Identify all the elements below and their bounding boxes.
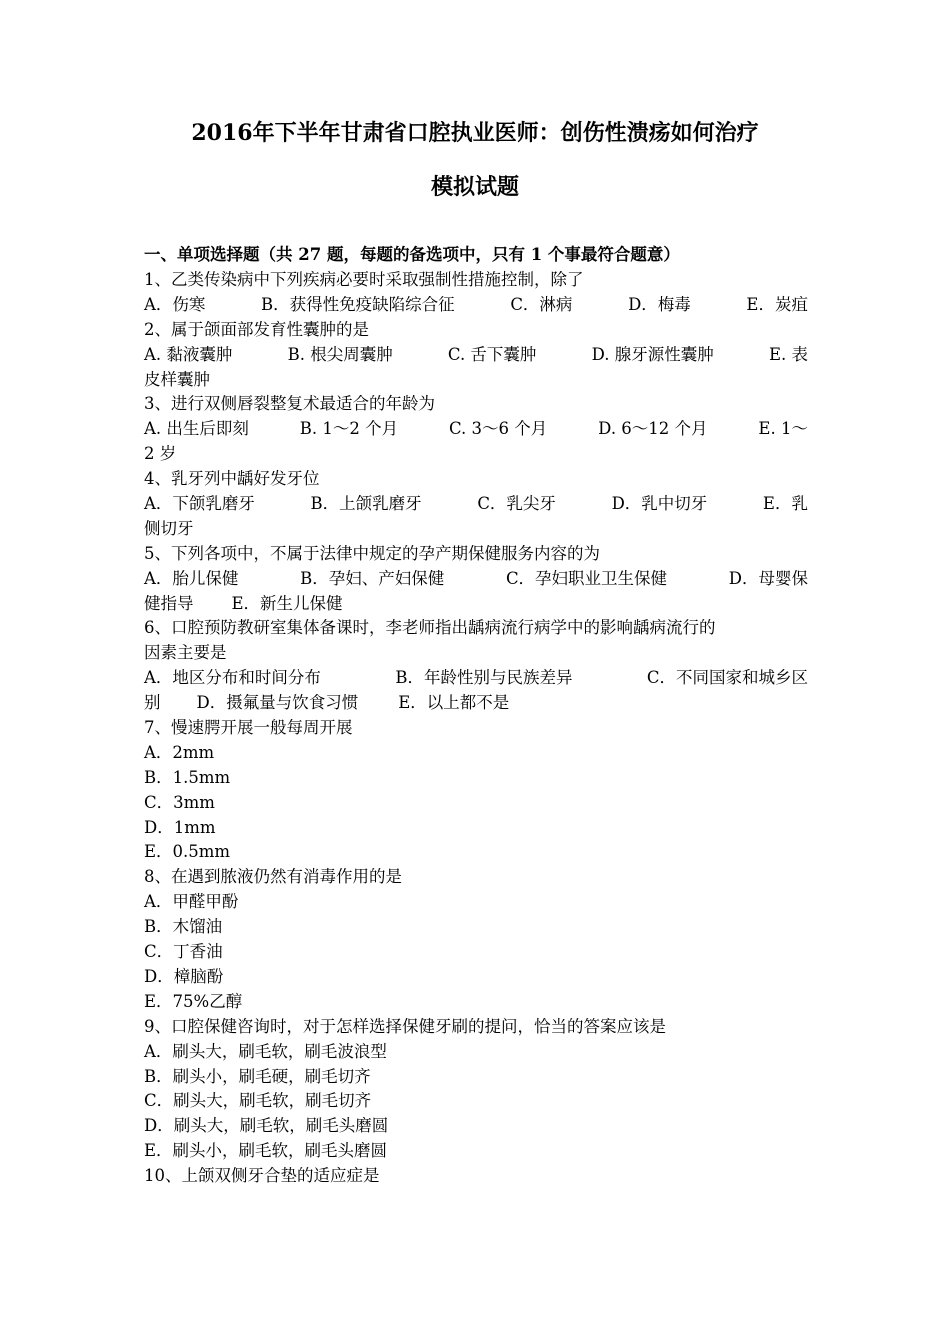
option: D．乳中切牙 bbox=[611, 494, 708, 514]
question-stem: 5、下列各项中，不属于法律中规定的孕产期保健服务内容的为 bbox=[144, 543, 600, 563]
question-options bbox=[144, 417, 808, 442]
option: A．2mm bbox=[144, 742, 215, 762]
option: B．1.5mm bbox=[144, 767, 231, 787]
option: A．地区分布和时间分布 bbox=[144, 668, 321, 688]
option: A．甲醛甲酚 bbox=[144, 892, 239, 912]
option: E．炭疽 bbox=[746, 294, 808, 314]
option: B. 根尖周囊肿 bbox=[287, 344, 393, 364]
option: D．母婴保 bbox=[728, 568, 808, 588]
option: A．刷头大，刷毛软，刷毛波浪型 bbox=[144, 1041, 387, 1061]
question-options bbox=[144, 666, 808, 691]
option: D．摄氟量与饮食习惯 bbox=[196, 693, 359, 713]
question-stem: 8、在遇到脓液仍然有消毒作用的是 bbox=[144, 867, 402, 887]
option: D. 6～12 个月 bbox=[598, 419, 708, 439]
document-subtitle: 模拟试题 bbox=[430, 174, 519, 200]
question-stem-continuation: 因素主要是 bbox=[144, 643, 227, 663]
option: A．下颌乳磨牙 bbox=[144, 494, 255, 514]
option: C．3mm bbox=[144, 792, 215, 812]
option: E. 表 bbox=[768, 344, 808, 364]
option: E．以上都不是 bbox=[398, 693, 510, 713]
option: C．不同国家和城乡区 bbox=[646, 668, 808, 688]
option: D．梅毒 bbox=[628, 294, 691, 314]
option: D．刷头大，刷毛软，刷毛头磨圆 bbox=[144, 1116, 389, 1136]
question-stem: 6、口腔预防教研室集体备课时，李老师指出龋病流行病学中的影响龋病流行的 bbox=[144, 618, 716, 638]
option: D．樟脑酚 bbox=[144, 966, 224, 986]
option: D. 腺牙源性囊肿 bbox=[591, 344, 714, 364]
question-stem: 10、上颌双侧牙合垫的适应症是 bbox=[144, 1166, 380, 1186]
question-stem: 2、属于颌面部发育性囊肿的是 bbox=[144, 319, 369, 339]
question-options bbox=[144, 567, 808, 592]
option: C．孕妇职业卫生保健 bbox=[505, 568, 668, 588]
option: B．木馏油 bbox=[144, 917, 223, 937]
option-continuation: 皮样囊肿 bbox=[144, 369, 210, 389]
option: B．刷头小，刷毛硬，刷毛切齐 bbox=[144, 1066, 371, 1086]
option-continuation bbox=[144, 691, 808, 716]
option: E．新生儿保健 bbox=[231, 593, 343, 613]
question-stem: 1、乙类传染病中下列疾病必要时采取强制性措施控制，除了 bbox=[144, 270, 584, 289]
option: E. 1～ bbox=[758, 419, 808, 439]
option: C. 舌下囊肿 bbox=[447, 344, 537, 364]
option: A．伤寒 bbox=[144, 294, 206, 314]
option-continuation bbox=[144, 592, 808, 617]
option: B．年龄性别与民族差异 bbox=[395, 668, 573, 688]
option: C．丁香油 bbox=[144, 942, 223, 962]
option: A．胎儿保健 bbox=[144, 568, 239, 588]
option: 健指导 bbox=[144, 593, 194, 613]
option: C．淋病 bbox=[510, 294, 573, 314]
question-list bbox=[144, 268, 808, 1189]
option: E．75%乙醇 bbox=[144, 991, 243, 1011]
option: C．乳尖牙 bbox=[477, 494, 556, 514]
option: C. 3～6 个月 bbox=[449, 419, 548, 439]
question-options bbox=[144, 293, 808, 318]
option: B．孕妇、产妇保健 bbox=[300, 568, 445, 588]
option: E．乳 bbox=[762, 494, 808, 514]
option: E．刷头小，刷毛软，刷毛头磨圆 bbox=[144, 1141, 388, 1161]
question-stem: 3、进行双侧唇裂整复术最适合的年龄为 bbox=[144, 394, 435, 414]
option: D．1mm bbox=[144, 817, 216, 837]
section-header: 一、单项选择题（共 27 题，每题的备选项中，只有 1 个事最符合题意） bbox=[144, 245, 680, 264]
option: A. 出生后即刻 bbox=[144, 419, 249, 439]
option: C．刷头大，刷毛软，刷毛切齐 bbox=[144, 1091, 372, 1111]
option-continuation: 侧切牙 bbox=[144, 518, 194, 538]
question-options bbox=[144, 492, 808, 517]
option: B．上颌乳磨牙 bbox=[310, 494, 422, 514]
option-continuation: 2 岁 bbox=[144, 444, 177, 464]
option: B．获得性免疫缺陷综合征 bbox=[261, 294, 455, 314]
question-options bbox=[144, 343, 808, 368]
option: B. 1～2 个月 bbox=[299, 419, 399, 439]
option: A. 黏液囊肿 bbox=[144, 344, 233, 364]
question-stem: 4、乳牙列中龋好发牙位 bbox=[144, 469, 320, 489]
question-stem: 9、口腔保健咨询时，对于怎样选择保健牙刷的提问，恰当的答案应该是 bbox=[144, 1016, 666, 1036]
question-stem: 7、慢速腭开展一般每周开展 bbox=[144, 718, 353, 738]
option: E．0.5mm bbox=[144, 842, 231, 862]
document-title: 2016年下半年甘肃省口腔执业医师：创伤性溃疡如何治疗 bbox=[191, 120, 759, 146]
option: 别 bbox=[144, 693, 161, 713]
